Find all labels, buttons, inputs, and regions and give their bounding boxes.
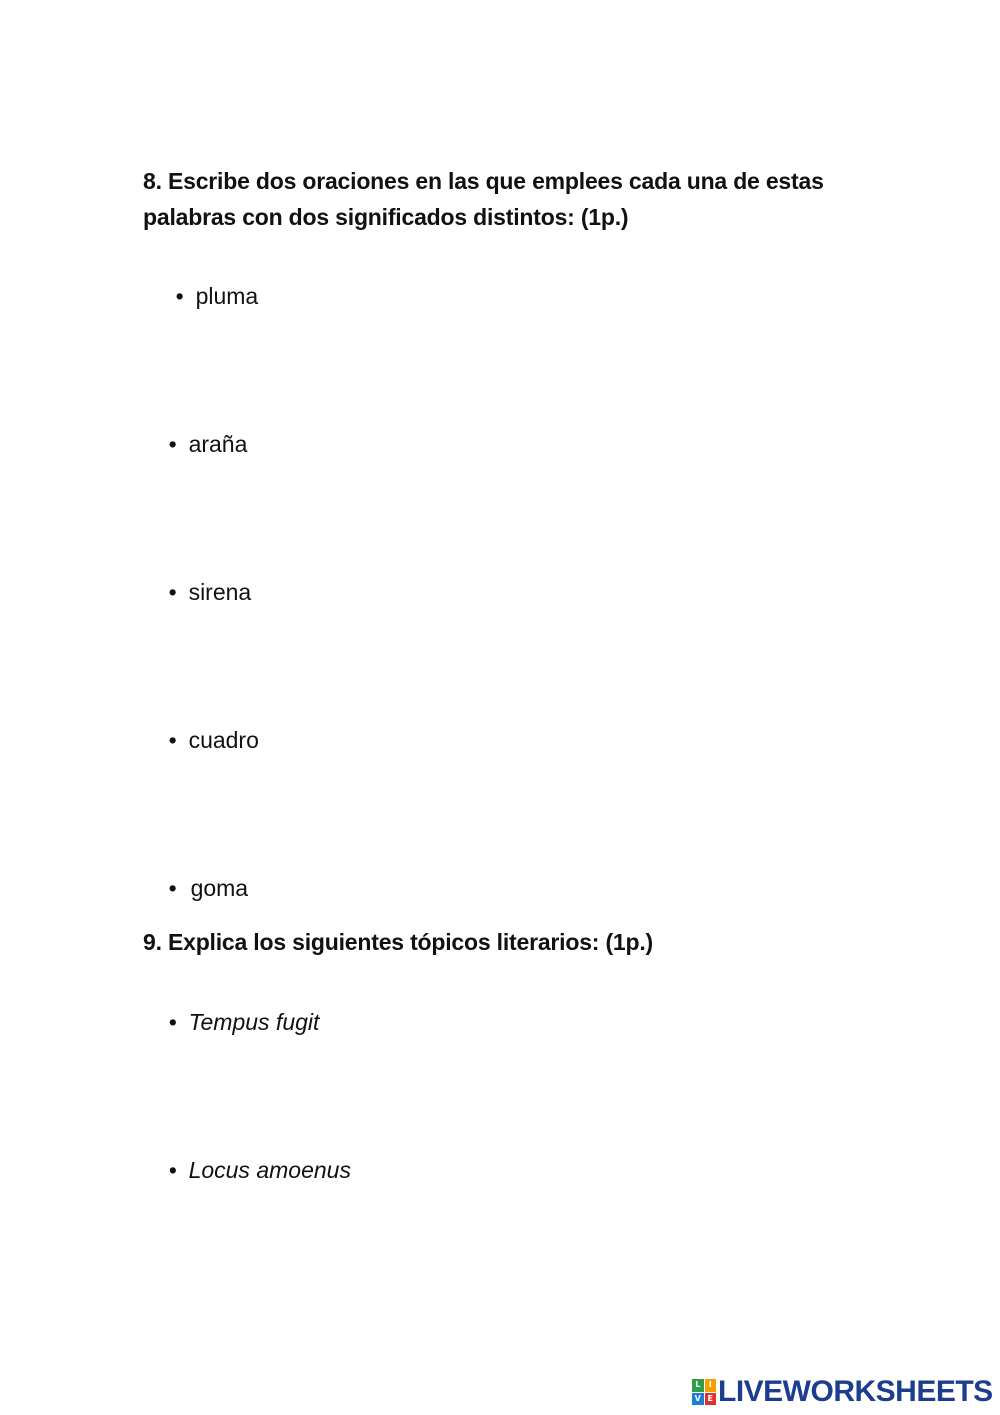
question-8-line-2: palabras con dos significados distintos: (1p.) [143, 204, 629, 230]
logo-tile-v: V [692, 1393, 704, 1406]
word-item-cuadro [143, 695, 259, 785]
word-label: araña [188, 431, 248, 457]
topic-item-locus-amoenus [143, 1125, 351, 1215]
topic-label: Tempus fugit [188, 1009, 320, 1035]
bullet-icon: • [168, 1009, 177, 1035]
bullet-icon: • [168, 727, 177, 753]
bullet-icon: • [168, 1157, 177, 1183]
bullet-icon: • [168, 875, 177, 901]
question-8-line-1: 8. Escribe dos oraciones en las que emplees cada una de estas [143, 168, 824, 194]
topic-label: Locus amoenus [188, 1157, 351, 1183]
logo-tile-e: E [705, 1393, 717, 1406]
topic-item-tempus-fugit [143, 977, 319, 1067]
word-item-goma [143, 843, 248, 933]
word-item-sirena [143, 547, 251, 637]
logo-tile-l: L [692, 1379, 704, 1392]
word-label: cuadro [188, 727, 259, 753]
word-item-pluma [150, 251, 258, 341]
bullet-icon: • [175, 283, 184, 309]
bullet-icon: • [168, 431, 177, 457]
question-8-heading [143, 163, 824, 235]
bullet-icon: • [168, 579, 177, 605]
word-label: sirena [188, 579, 252, 605]
logo-grid-icon [692, 1379, 716, 1405]
question-9-heading: 9. Explica los siguientes tópicos literarios: (1p.) [143, 929, 653, 955]
logo-text: LIVEWORKSHEETS [718, 1375, 993, 1408]
liveworksheets-logo [692, 1376, 993, 1408]
word-item-arana [143, 399, 247, 489]
logo-tile-i: I [705, 1379, 717, 1392]
word-label: goma [190, 875, 249, 901]
word-label: pluma [195, 283, 259, 309]
